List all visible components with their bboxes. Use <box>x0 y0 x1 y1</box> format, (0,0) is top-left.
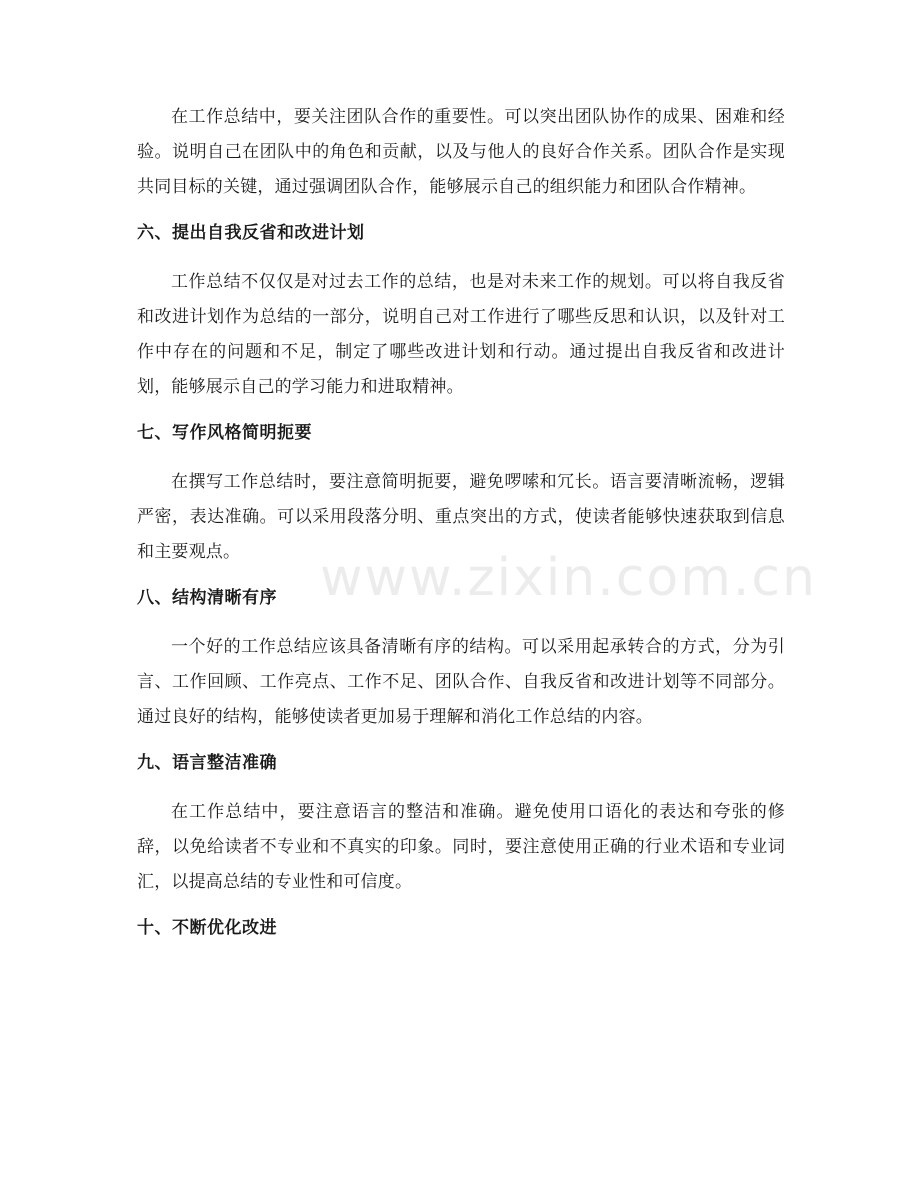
heading-section-10: 十、不断优化改进 <box>137 918 277 938</box>
document-body <box>137 100 785 940</box>
paragraph-team-cooperation: 在工作总结中，要关注团队合作的重要性。可以突出团队协作的成果、困难和经验。说明自己在团队中的角色和贡献，以及与他人的良好合作关系。团队合作是实现共同目标的关键，通过强调团队合作，能够展示自己的组织能力和团队合作精神。 <box>137 107 785 197</box>
heading-section-7: 七、写作风格简明扼要 <box>137 423 312 443</box>
paragraph-structure: 一个好的工作总结应该具备清晰有序的结构。可以采用起承转合的方式，分为引言、工作回顾、工作亮点、工作不足、团队合作、自我反省和改进计划等不同部分。通过良好的结构，能够使读者更加易于理解和消化工作总结的内容。 <box>137 637 785 727</box>
paragraph-language: 在工作总结中，要注意语言的整洁和准确。避免使用口语化的表达和夸张的修辞，以免给读者不专业和不真实的印象。同时，要注意使用正确的行业术语和专业词汇，以提高总结的专业性和可信度。 <box>137 802 785 892</box>
paragraph-self-reflection: 工作总结不仅仅是对过去工作的总结，也是对未来工作的规划。可以将自我反省和改进计划作为总结的一部分，说明自己对工作进行了哪些反思和认识，以及针对工作中存在的问题和不足，制定了哪些改进计划和行动。通过提出自我反省和改进计划，能够展示自己的学习能力和进取精神。 <box>137 272 785 397</box>
heading-section-8: 八、结构清晰有序 <box>137 588 277 608</box>
heading-section-6: 六、提出自我反省和改进计划 <box>137 223 365 243</box>
paragraph-writing-style: 在撰写工作总结时，要注意简明扼要，避免啰嗦和冗长。语言要清晰流畅，逻辑严密，表达准确。可以采用段落分明、重点突出的方式，使读者能够快速获取到信息和主要观点。 <box>137 472 785 562</box>
watermark-text: www.zixin.com.cn <box>320 548 817 608</box>
heading-section-9: 九、语言整洁准确 <box>137 753 277 773</box>
